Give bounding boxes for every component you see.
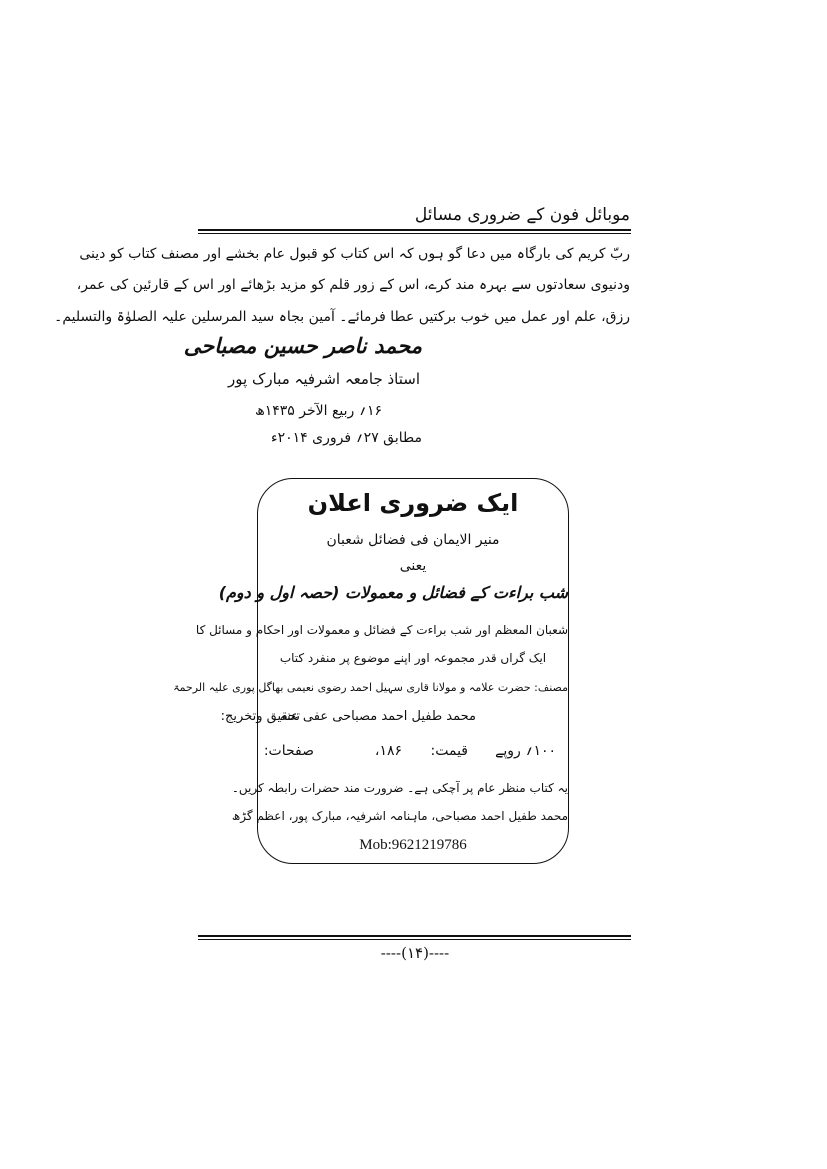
header-rule-bottom: [198, 233, 631, 234]
mobile-number: Mob:9621219786: [359, 837, 467, 853]
signature-date-hijri: ۱۶؍ ربیع الآخر ۱۴۳۵ھ: [254, 403, 382, 419]
description-line-1: شعبان المعظم اور شب براءت کے فضائل و معمولات اور احکام و مسائل کا: [195, 623, 568, 637]
pages-value: ۱۸۶،: [374, 743, 402, 759]
availability-line: یہ کتاب منظر عام پر آچکی ہے۔ ضرورت مند حضرات رابطہ کریں۔: [231, 781, 568, 795]
research-label: تحقیق وتخریج:: [220, 709, 300, 724]
yani-label: یعنی: [399, 558, 427, 574]
price-label: قیمت:: [430, 743, 468, 759]
footer-rule-bottom: [198, 939, 631, 940]
page-number: ----(۱۴)----: [380, 944, 450, 962]
pages-label: صفحات:: [263, 743, 314, 759]
running-header-title: موبائل فون کے ضروری مسائل: [414, 205, 630, 225]
prose-line-3: رزق، علم اور عمل میں خوب برکتیں عطا فرمائے۔ آمین بجاہ سید المرسلین علیہ الصلوٰۃ والتسلیم۔: [54, 309, 630, 325]
signature-name: محمد ناصر حسین مصباحی: [183, 334, 422, 358]
signature-date-gregorian: مطابق ۲۷؍ فروری ۲۰۱۴ء: [271, 430, 422, 446]
contact-line: محمد طفیل احمد مصباحی، ماہنامہ اشرفیہ، مبارک پور، اعظم گڑھ: [231, 809, 568, 823]
price-value: ۱۰۰؍ روپے: [495, 743, 556, 759]
header-rule-top: [198, 229, 631, 231]
research-value: محمد طفیل احمد مصباحی عفی عنہ: [279, 709, 476, 724]
footer-rule-top: [198, 935, 631, 937]
author-line: مصنف: حضرت علامہ و مولانا قاری سہیل احمد رضوی نعیمی بھاگل پوری علیہ الرحمۃ: [173, 681, 568, 694]
announcement-heading: ایک ضروری اعلان: [307, 489, 519, 517]
prose-line-1: ربّ کریم کی بارگاہ میں دعا گو ہوں کہ اس کتاب کو قبول عام بخشے اور مصنف کتاب کو دینی: [79, 246, 630, 262]
book-subtitle: شب براءت کے فضائل و معمولات (حصہ اول و دوم): [218, 583, 568, 602]
prose-line-2: ودنیوی سعادتوں سے بہرہ مند کرے، اس کے زور قلم کو مزید بڑھائے اور اس کے قارئین کی عمر،: [76, 277, 630, 293]
book-title: منیر الایمان فی فضائل شعبان: [326, 532, 500, 548]
description-line-2: ایک گراں قدر مجموعہ اور اپنے موضوع پر منفرد کتاب: [279, 651, 547, 665]
signature-title: استاذ جامعہ اشرفیہ مبارک پور: [228, 370, 420, 388]
announcement-box: [173, 478, 569, 864]
